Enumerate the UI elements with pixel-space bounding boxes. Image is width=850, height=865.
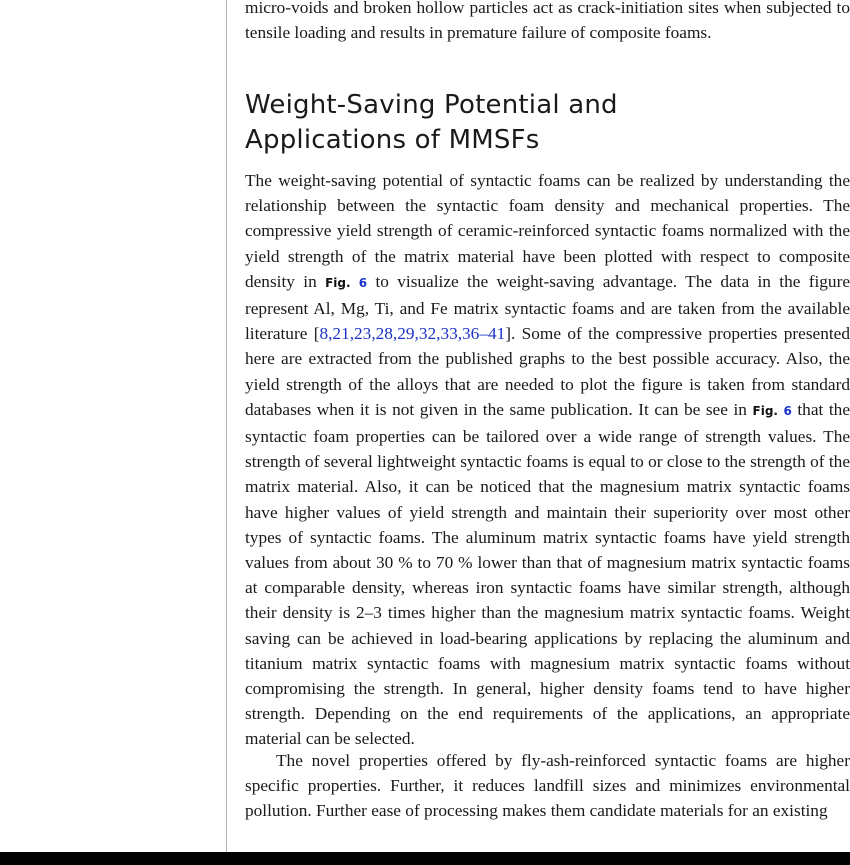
second-paragraph: The novel properties offered by fly-ash-reinforced syntactic foams are higher specific properties. Further, it reduces landfill sizes and minimizes environmental pollution. Further ease of processing makes them candidate materials for an existing [245, 751, 850, 821]
main-paragraph-text-2: to visualize the weight-saving advantage. The data in the figure represent Al, Mg, Ti, and Fe matrix syntactic foams and are taken from the available literature [ [245, 271, 850, 344]
left-margin-rule [226, 0, 227, 852]
main-paragraph [245, 168, 850, 752]
section-heading-line-1: Weight-Saving Potential and [245, 90, 618, 120]
section-heading [245, 88, 850, 158]
citation-links[interactable]: 8,21,23,28,29,32,33,36–41 [319, 324, 506, 344]
bottom-bar [0, 852, 850, 865]
figure-ref-label: Fig. [325, 275, 351, 290]
main-paragraph-text-4: that the syntactic foam properties can be tailored over a wide range of strength values. The strength of several lightweight syntactic foams is equal to or close to the strength of the matrix material. Also, it can be noticed that the magnesium matrix syntactic foams have higher values of yield strength and maintain their superiority over most other types of syntactic foams. The aluminum matrix syntactic foams have yield strength values from about 30 % to 70 % lower than that of magnesium matrix syntactic foams at comparable density, whereas iron syntactic foams have similar strength, although their density is 2–3 times higher than the magnesium matrix syntactic foams. Weight saving can be achieved in load-bearing applications by replacing the aluminum and titanium matrix syntactic foams with magnesium matrix syntactic foams without compromising the strength. In general, higher density foams tend to have higher strength. Depending on the end requirements of the applications, an appropriate material can be selected. [245, 399, 850, 749]
figure-6-reference-link-2[interactable] [753, 404, 792, 418]
section-heading-line-2: Applications of MMSFs [245, 125, 540, 155]
main-paragraph-text-1: The weight-saving potential of syntactic foams can be realized by understanding the relationship between the syntactic foam density and mechanical properties. The compressive yield strength of ceramic-reinforced syntactic foams normalized with the yield strength of the matrix material have been plotted with respect to composite density in [245, 171, 850, 291]
top-paragraph: micro-voids and broken hollow particles act as crack-initiation sites when subjected to tensile loading and results in premature failure of composite foams. [245, 0, 850, 43]
figure-ref-number: 6 [783, 403, 792, 418]
figure-ref-label: Fig. [752, 403, 778, 418]
main-paragraph-text-3: ]. Some of the compressive properties presented here are extracted from the published graphs to the best possible accuracy. Also, the yield strength of the alloys that are needed to plot the figure is taken from standard databases when it is not given in the same publication. It can be see in [245, 324, 850, 419]
figure-ref-number: 6 [358, 275, 368, 290]
figure-6-reference-link[interactable] [325, 276, 367, 290]
